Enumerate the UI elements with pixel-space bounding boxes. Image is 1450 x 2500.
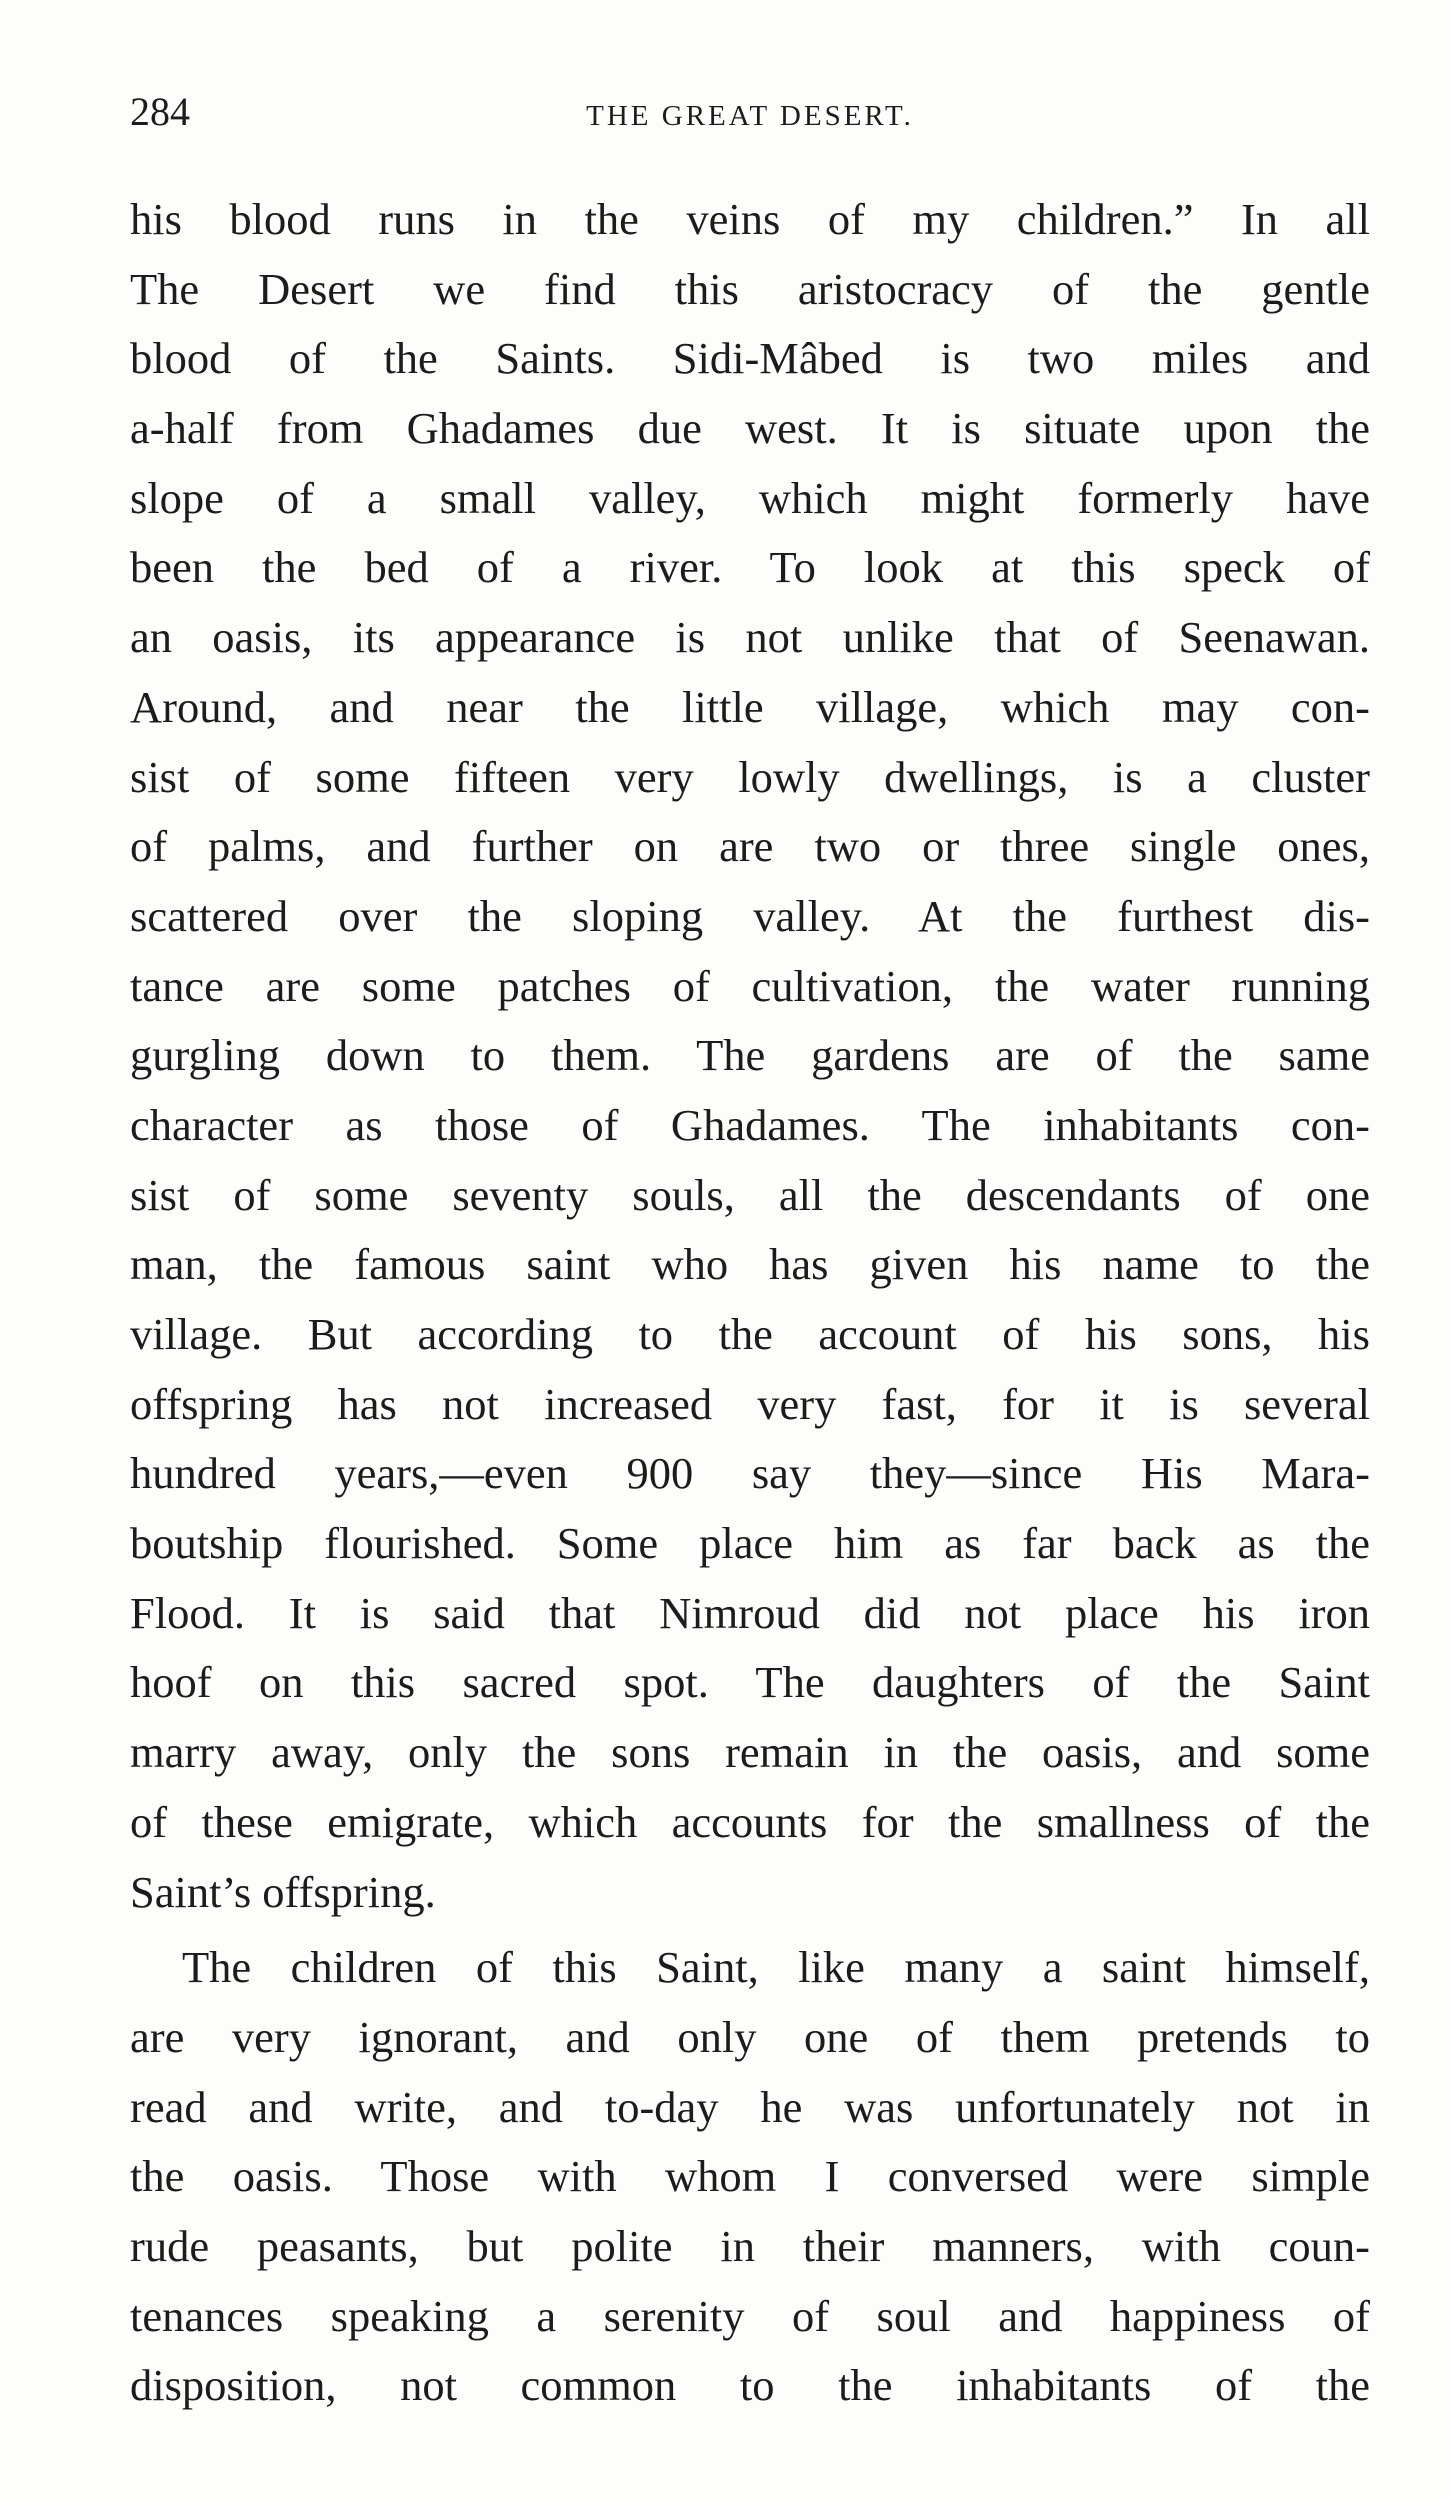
text-line: rude peasants, but polite in their manners, with coun-	[130, 2220, 1370, 2271]
page-number: 284	[130, 89, 190, 134]
paragraph-1	[130, 185, 1370, 1927]
text-line: his blood runs in the veins of my children.” In all	[130, 194, 1370, 244]
text-line: the oasis. Those with whom I conversed were simple	[130, 2151, 1370, 2202]
text-line: a-half from Ghadames due west. It is situate upon the	[130, 403, 1370, 454]
text-line: slope of a small valley, which might formerly have	[130, 472, 1370, 523]
text-line: disposition, not common to the inhabitants of the	[130, 2360, 1370, 2411]
text-line: man, the famous saint who has given his name to the	[130, 1239, 1370, 1290]
text-line: of palms, and further on are two or three single ones,	[130, 821, 1370, 872]
text-line: The Desert we find this aristocracy of the gentle	[130, 263, 1370, 314]
text-line: marry away, only the sons remain in the oasis, and some	[130, 1727, 1370, 1778]
text-line: The children of this Saint, like many a saint himself,	[182, 1942, 1370, 1993]
text-line: read and write, and to-day he was unfortunately not in	[130, 2081, 1370, 2132]
text-line: Flood. It is said that Nimroud did not place his iron	[130, 1587, 1370, 1638]
running-title: THE GREAT DESERT.	[586, 100, 914, 132]
text-line: village. But according to the account of his sons, his	[130, 1309, 1370, 1359]
text-line: sist of some fifteen very lowly dwellings, is a cluster	[130, 751, 1370, 802]
text-line: hoof on this sacred spot. The daughters of the Saint	[130, 1657, 1370, 1708]
text-line: been the bed of a river. To look at this speck of	[130, 542, 1370, 593]
text-line: hundred years,—even 900 say they—since His Mara-	[130, 1448, 1370, 1499]
text-line: Around, and near the little village, which may con-	[130, 681, 1370, 732]
text-line: tenances speaking a serenity of soul and happiness of	[130, 2290, 1370, 2341]
text-line: tance are some patches of cultivation, the water running	[130, 960, 1370, 1011]
text-line: are very ignorant, and only one of them pretends to	[130, 2011, 1370, 2062]
text-line: blood of the Saints. Sidi-Mâbed is two miles and	[130, 333, 1370, 384]
text-line: Saint’s offspring.	[130, 1866, 436, 1917]
text-line: an oasis, its appearance is not unlike that of Seenawan.	[130, 612, 1370, 663]
text-line: of these emigrate, which accounts for the smallness of the	[130, 1796, 1370, 1847]
text-line: scattered over the sloping valley. At the furthest dis-	[130, 890, 1370, 941]
running-head	[130, 82, 1370, 142]
text-line: boutship flourished. Some place him as far back as the	[130, 1518, 1370, 1569]
text-line: offspring has not increased very fast, for it is several	[130, 1378, 1370, 1429]
text-line: character as those of Ghadames. The inhabitants con-	[130, 1099, 1370, 1150]
text-line: sist of some seventy souls, all the descendants of one	[130, 1169, 1370, 1220]
text-line: gurgling down to them. The gardens are of the same	[130, 1030, 1370, 1081]
paragraph-2	[130, 1933, 1370, 2421]
body-text	[130, 185, 1370, 2421]
